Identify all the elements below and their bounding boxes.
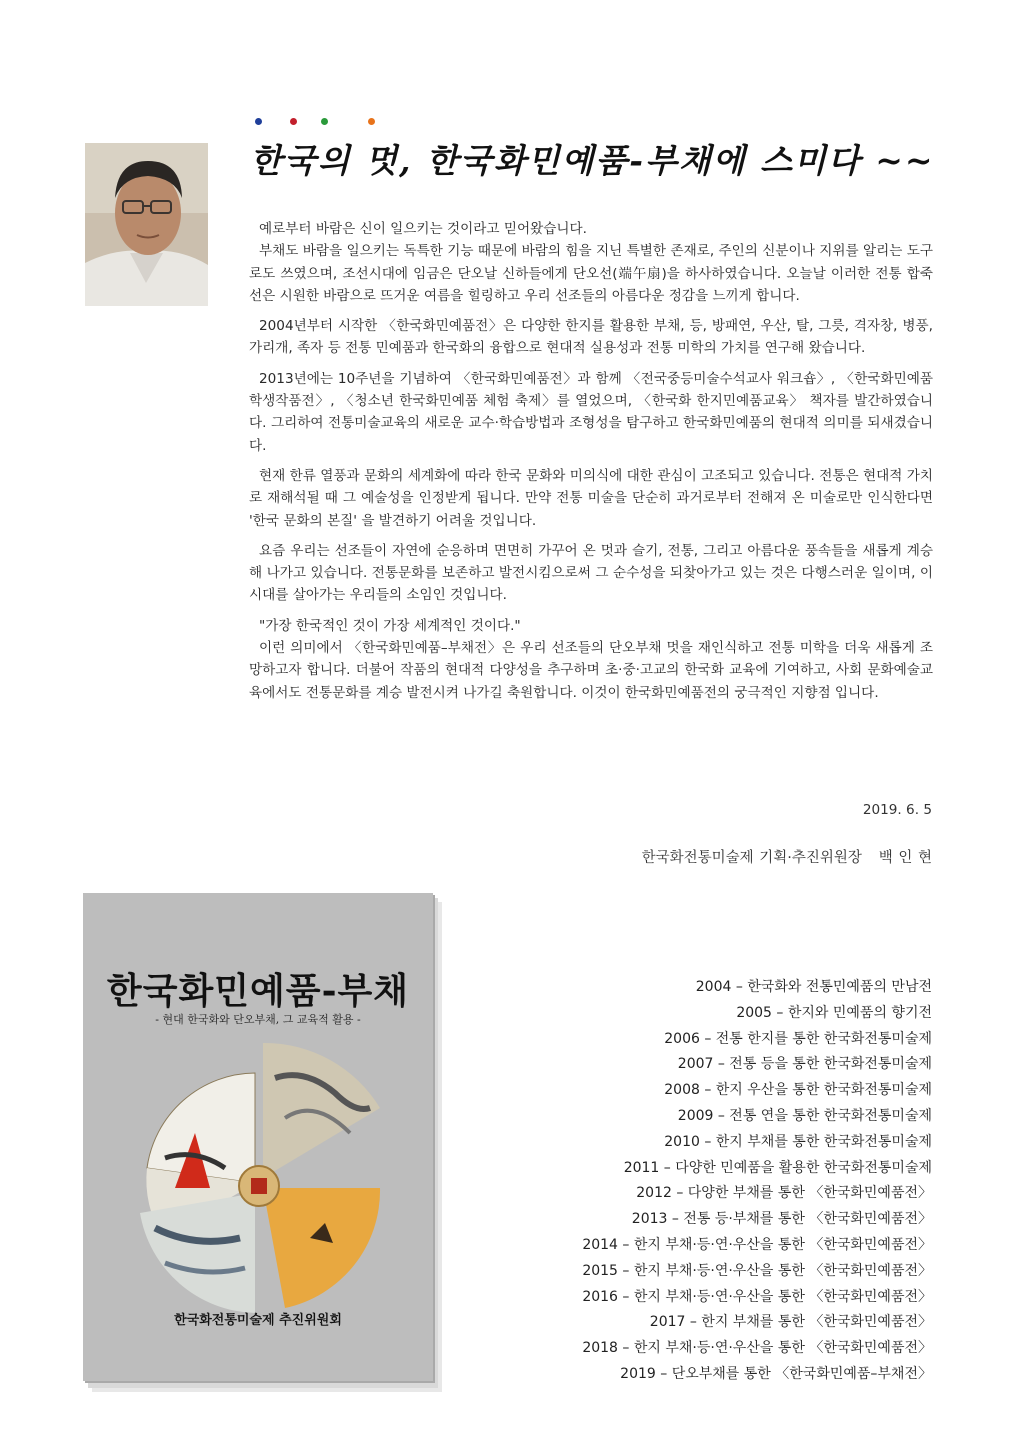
document-date: 2019. 6. 5 <box>862 802 932 818</box>
book-cover <box>83 893 433 1381</box>
preface-text <box>249 218 933 712</box>
history-item: 2005 – 한지와 민예품의 향기전 <box>736 1004 932 1021</box>
book-subtitle: - 현대 한국화와 단오부채, 그 교육적 활용 - <box>155 1013 361 1026</box>
paragraph: 이런 의미에서 〈한국화민예품–부채전〉은 우리 선조들의 단오부채 멋을 재인식하고 전통 미학을 더욱 새롭게 조망하고자 합니다. 더불어 작품의 현대적 다양성을 추구하며 초·중·고교의 한국화 교육에 기여하고, 사회 문화예술교육에서도 전통문화를 계승 발전시켜 나가길 축원합니다. 이것이 한국화민예품전의 궁극적인 지향점 입니다. <box>249 640 933 701</box>
title-dots <box>255 118 385 128</box>
history-item: 2019 – 단오부채를 통한 〈한국화민예품–부채전〉 <box>620 1365 932 1382</box>
dot-blue <box>255 118 262 125</box>
paragraph: 요즘 우리는 선조들이 자연에 순응하며 면면히 가꾸어 온 멋과 슬기, 전통, 그리고 아름다운 풍속들을 새롭게 계승해 나가고 있습니다. 전통문화를 보존하고 발전시킴으로써 그 순수성을 되찾아가고 있는 것은 다행스러운 일이며, 이 시대를 살아가는 우리들의 소임인 것입니다. <box>249 542 933 604</box>
exhibition-history-list <box>412 975 932 1388</box>
dot-orange <box>368 118 375 125</box>
history-item: 2016 – 한지 부채·등·연·우산을 통한 〈한국화민예품전〉 <box>582 1288 932 1305</box>
page-title: 한국의 멋, 한국화민예품-부채에 스미다 ~~ <box>250 141 935 180</box>
book-publisher: 한국화전통미술제 추진위원회 <box>174 1313 342 1328</box>
history-item: 2004 – 한국화와 전통민예품의 만남전 <box>695 979 932 995</box>
dot-red <box>290 118 297 125</box>
history-item: 2009 – 전통 연을 통한 한국화전통미술제 <box>677 1107 932 1124</box>
paragraph: 2004년부터 시작한 〈한국화민예품전〉은 다양한 한지를 활용한 부채, 등, 방패연, 우산, 탈, 그릇, 격자창, 병풍, 가리개, 족자 등 전통 민예품과 한국화의 융합으로 현대적 실용성과 전통 미학의 가치를 연구해 왔습니다. <box>249 318 933 357</box>
quote-line: "가장 한국적인 것이 가장 세계적인 것이다." <box>259 617 521 634</box>
author-signature: 한국화전통미술제 기획·추진위원장 백 인 현 <box>641 850 932 866</box>
fan-artwork <box>135 1038 385 1318</box>
history-item: 2013 – 전통 등·부채를 통한 〈한국화민예품전〉 <box>631 1211 932 1228</box>
paragraph: 2013년에는 10주년을 기념하여 〈한국화민예품전〉과 함께 〈전국중등미술수석교사 워크숍〉, 〈한국화민예품 학생작품전〉, 〈청소년 한국화민예품 체험 축제〉를 열었으며, 〈한국화 한지민예품교육〉 책자를 발간하였습니다. 그리하여 전통미술교육의 새로운 교수·학습방법과 조형성을 탐구하고 한국화민예품의 현대적 의미를 되새겼습니다. <box>249 370 933 454</box>
history-item: 2012 – 다양한 부채를 통한 〈한국화민예품전〉 <box>636 1185 932 1202</box>
history-item: 2006 – 전통 한지를 통한 한국화전통미술제 <box>664 1030 932 1047</box>
paragraph: 예로부터 바람은 신이 일으키는 것이라고 믿어왔습니다. <box>259 221 587 237</box>
paragraph: 부채도 바람을 일으키는 독특한 기능 때문에 바람의 힘을 지닌 특별한 존재로, 주인의 신분이나 지위를 알리는 도구로도 쓰였으며, 조선시대에 임금은 단오날 신하들에게 단오선(端午扇)을 하사하였습니다. 오늘날 이러한 전통 합죽선은 시원한 바람으로 뜨거운 여름을 힐링하고 우리 선조들의 아름다운 정감을 느끼게 합니다. <box>249 243 933 304</box>
history-item: 2014 – 한지 부채·등·연·우산을 통한 〈한국화민예품전〉 <box>582 1236 932 1253</box>
dot-green <box>321 118 328 125</box>
history-item: 2008 – 한지 우산을 통한 한국화전통미술제 <box>664 1082 932 1099</box>
history-item: 2018 – 한지 부채·등·연·우산을 통한 〈한국화민예품전〉 <box>582 1340 932 1357</box>
history-item: 2007 – 전통 등을 통한 한국화전통미술제 <box>677 1056 932 1073</box>
author-portrait <box>85 143 208 306</box>
book-title: 한국화민예품-부채 <box>106 970 410 1012</box>
history-item: 2017 – 한지 부채를 통한 〈한국화민예품전〉 <box>649 1314 932 1331</box>
paragraph: 현재 한류 열풍과 문화의 세계화에 따라 한국 문화와 미의식에 대한 관심이 고조되고 있습니다. 전통은 현대적 가치로 재해석될 때 그 예술성을 인정받게 됩니다. 만약 전통 미술을 단순히 과거로부터 전해져 온 미술로만 인식한다면 '한국 문화의 본질' 을 발견하기 어려울 것입니다. <box>249 467 933 529</box>
history-item: 2010 – 한지 부채를 통한 한국화전통미술제 <box>664 1133 932 1150</box>
history-item: 2015 – 한지 부채·등·연·우산을 통한 〈한국화민예품전〉 <box>582 1262 932 1279</box>
history-item: 2011 – 다양한 민예품을 활용한 한국화전통미술제 <box>623 1159 932 1176</box>
